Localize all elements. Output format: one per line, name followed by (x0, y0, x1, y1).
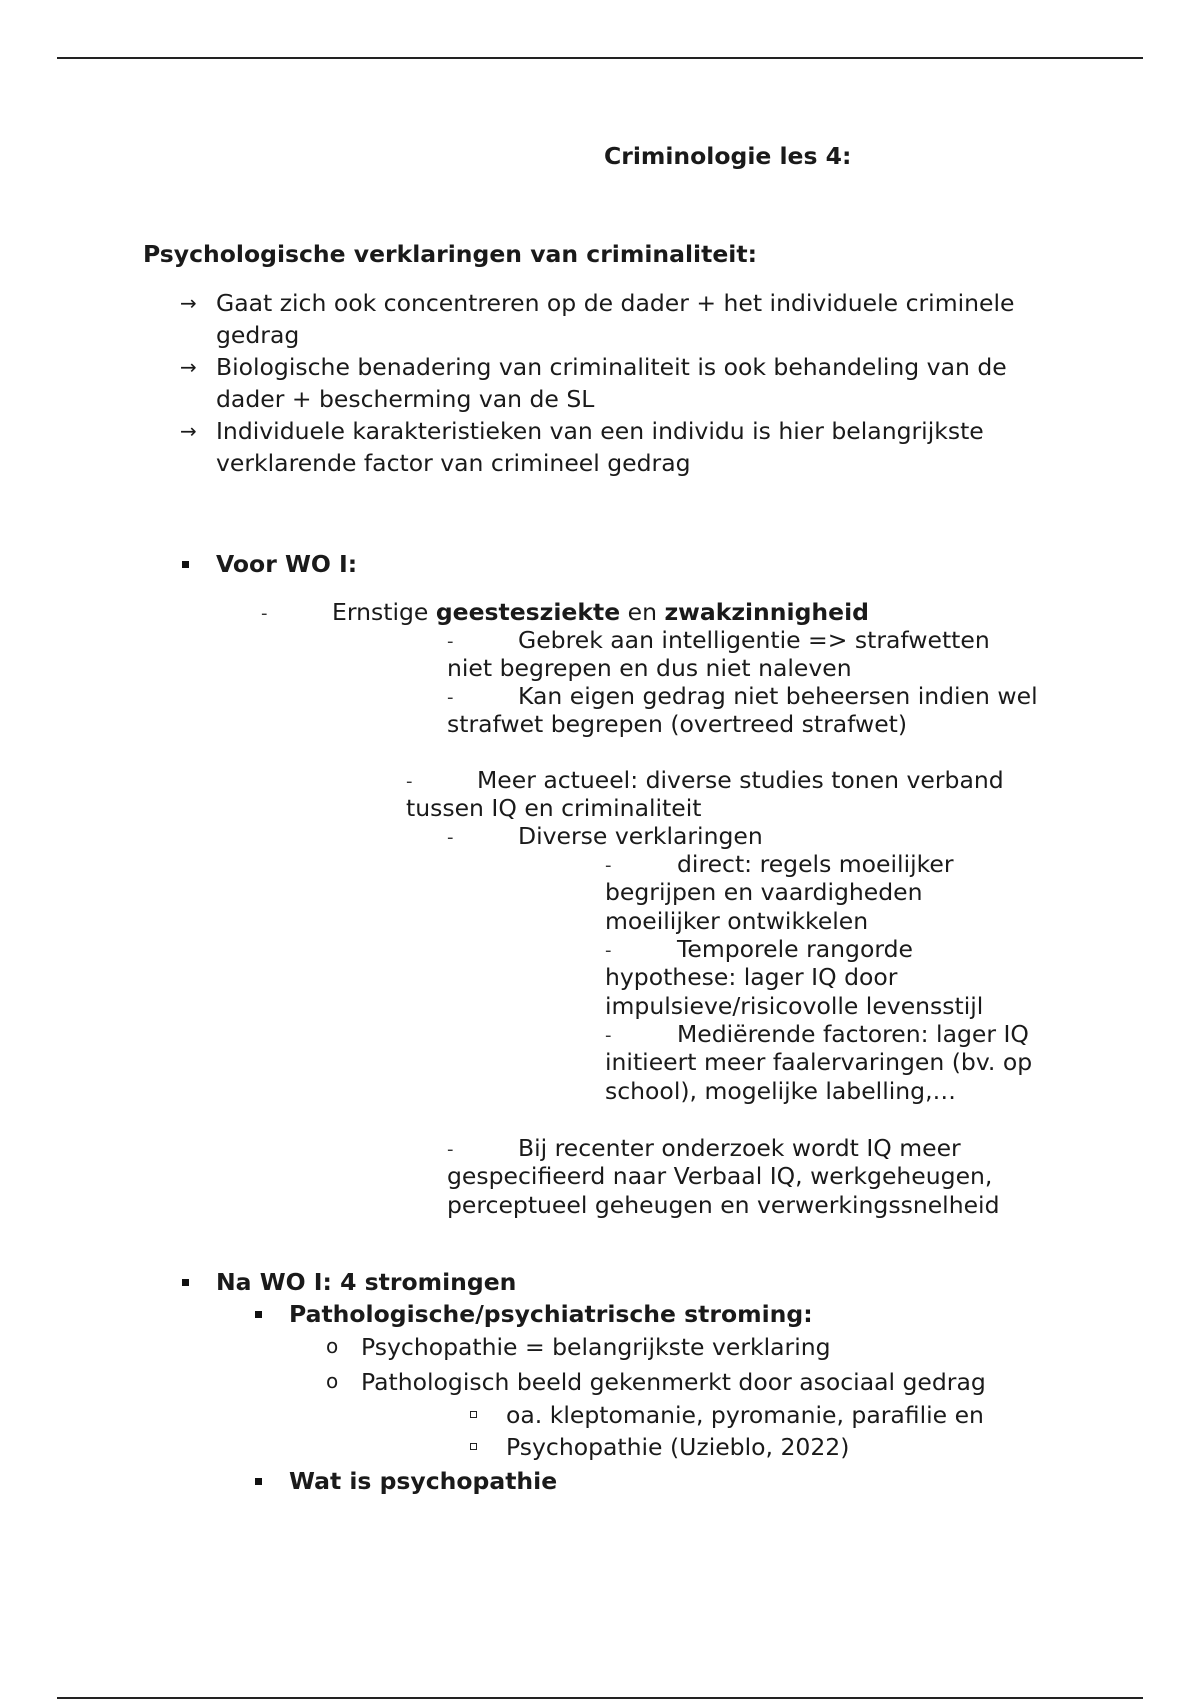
na-wo-heading: Na WO I: 4 stromingen (216, 1268, 517, 1296)
temporele-lines: hypothese: lager IQ door impulsieve/risicovolle levensstijl (605, 963, 984, 1020)
page-title: Criminologie les 4: (604, 142, 852, 170)
square-bullet-icon (182, 1279, 189, 1286)
bottom-rule (57, 1697, 1143, 1699)
patho-item-2: Pathologisch beeld gekenmerkt door asociaal gedrag (361, 1368, 986, 1396)
hollow-square-bullet-icon (470, 1411, 477, 1418)
hollow-square-bullet-icon (470, 1443, 477, 1450)
arrow-icon: → (180, 291, 197, 315)
square-bullet-icon (255, 1311, 262, 1318)
direct-line1: direct: regels moeilijker (677, 850, 954, 878)
gebrek-line1: Gebrek aan intelligentie => strafwetten (518, 626, 990, 654)
square-bullet-icon (255, 1478, 262, 1485)
recenter-line1: Bij recenter onderzoek wordt IQ meer (518, 1134, 961, 1162)
arrow-item-3: Individuele karakteristieken van een individu is hier belangrijkste verklarende factor van crimineel gedrag (216, 417, 984, 477)
section-heading: Psychologische verklaringen van criminaliteit: (143, 240, 757, 268)
arrow-icon: → (180, 355, 197, 379)
dash-bullet: - (406, 771, 413, 792)
wat-is-heading: Wat is psychopathie (289, 1467, 558, 1495)
patho-heading: Pathologische/psychiatrische stroming: (289, 1300, 813, 1328)
dash-bullet: - (605, 1025, 612, 1046)
dash-bullet: - (605, 855, 612, 876)
patho-sub-1: oa. kleptomanie, pyromanie, parafilie en (506, 1401, 984, 1429)
ernstige-item: Ernstige geestesziekte en zwakzinnigheid (332, 598, 869, 626)
gebrek-line2: niet begrepen en dus niet naleven (447, 654, 852, 682)
medierende-lines: initieert meer faalervaringen (bv. op school), mogelijke labelling,… (605, 1048, 1033, 1105)
patho-sub-2: Psychopathie (Uzieblo, 2022) (506, 1433, 850, 1461)
diverse-item: Diverse verklaringen (518, 822, 763, 850)
dash-bullet: - (261, 603, 268, 624)
square-bullet-icon (182, 561, 189, 568)
kan-eigen-line1: Kan eigen gedrag niet beheersen indien wel (518, 682, 1038, 710)
dash-bullet: - (447, 827, 454, 848)
temporele-line1: Temporele rangorde (677, 935, 913, 963)
circle-bullet: o (326, 1369, 339, 1393)
direct-lines: begrijpen en vaardigheden moeilijker ontwikkelen (605, 878, 923, 935)
patho-item-1: Psychopathie = belangrijkste verklaring (361, 1333, 831, 1361)
meer-actueel-line1: Meer actueel: diverse studies tonen verband (477, 766, 1004, 794)
dash-bullet: - (605, 940, 612, 961)
kan-eigen-line2: strafwet begrepen (overtreed strafwet) (447, 710, 908, 738)
dash-bullet: - (447, 1139, 454, 1160)
arrow-item-2: Biologische benadering van criminaliteit is ook behandeling van de dader + bescherming van de SL (216, 353, 1007, 413)
meer-actueel-line2: tussen IQ en criminaliteit (406, 794, 702, 822)
voor-wo-heading: Voor WO I: (216, 550, 358, 578)
circle-bullet: o (326, 1334, 339, 1358)
top-rule (57, 57, 1143, 59)
dash-bullet: - (447, 631, 454, 652)
dash-bullet: - (447, 687, 454, 708)
arrow-icon: → (180, 419, 197, 443)
medierende-line1: Mediërende factoren: lager IQ (677, 1020, 1029, 1048)
recenter-lines: gespecifieerd naar Verbaal IQ, werkgeheugen, perceptueel geheugen en verwerkingssnelheid (447, 1162, 1000, 1219)
arrow-item-1: Gaat zich ook concentreren op de dader + het individuele criminele gedrag (216, 289, 1015, 349)
